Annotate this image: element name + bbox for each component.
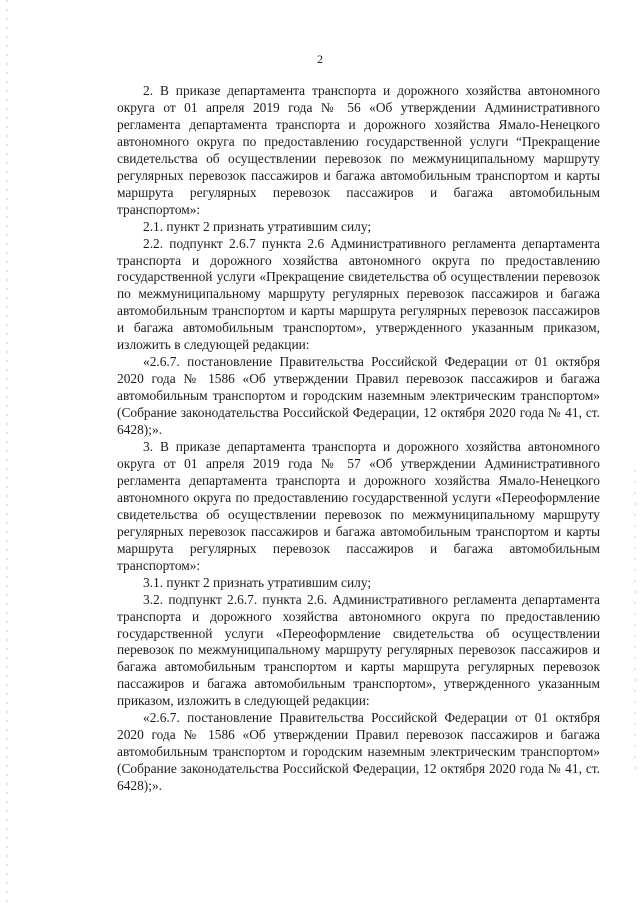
paragraph-2-order-56: 2. В приказе департамента транспорта и дорожного хозяйства автономного округа от 01 апреля 2019 года № 56 «Об утверждении Административного регламента департамента транспорта и дорожного хозяйства Ямало-Ненецкого автономного округа по предоставлению государственной услуги “Прекращение свидетельства об осуществлении перевозок по межмуниципальному маршруту регулярных перевозок пассажиров и багажа автомобильным транспортом и карты маршрута регулярных перевозок пассажиров и багажа автомобильным транспортом»: (117, 83, 600, 217)
scan-edge-marks-left (6, 0, 8, 905)
paragraph-2-2-quote: «2.6.7. постановление Правительства Российской Федерации от 01 октября 2020 года № 1586 «Об утверждении Правил перевозок пассажиров и багажа автомобильным транспортом и городским наземным электрическим транспортом» (Собрание законодательства Российской Федерации, 12 октября 2020 года № 41, ст. 6428);». (117, 354, 600, 438)
paragraph-3-2-quote: «2.6.7. постановление Правительства Российской Федерации от 01 октября 2020 года № 1586 «Об утверждении Правил перевозок пассажиров и багажа автомобильным транспортом и городским наземным электрическим транспортом» (Собрание законодательства Российской Федерации, 12 октября 2020 года № 41, ст. 6428);». (117, 710, 600, 794)
paragraph-3-1: 3.1. пункт 2 признать утратившим силу; (143, 574, 372, 590)
paragraph-2-1: 2.1. пункт 2 признать утратившим силу; (143, 218, 372, 234)
document-body (117, 83, 600, 795)
scan-edge-marks-right (634, 470, 636, 770)
page-number: 2 (317, 52, 323, 66)
paragraph-2-2: 2.2. подпункт 2.6.7 пункта 2.6 Административного регламента департамента транспорта и дорожного хозяйства автономного округа по предоставлению государственной услуги «Прекращение свидетельства об осуществлении перевозок по межмуниципальному маршруту регулярных перевозок пассажиров и багажа автомобильным транспортом и карты маршрута регулярных перевозок пассажиров и багажа автомобильным транспортом», утвержденного указанным приказом, изложить в следующей редакции: (117, 235, 600, 353)
paragraph-3-2: 3.2. подпункт 2.6.7. пункта 2.6. Административного регламента департамента транспорта и дорожного хозяйства автономного округа по предоставлению государственной услуги «Переоформление свидетельства об осуществлении перевозок по межмуниципальному маршруту регулярных перевозок пассажиров и багажа автомобильным транспортом и карты маршрута регулярных перевозок пассажиров и багажа автомобильным транспортом», утвержденного указанным приказом, изложить в следующей редакции: (117, 591, 600, 709)
paragraph-3-order-57: 3. В приказе департамента транспорта и дорожного хозяйства автономного округа от 01 апреля 2019 года № 57 «Об утверждении Административного регламента департамента транспорта и дорожного хозяйства Ямало-Ненецкого автономного округа по предоставлению государственной услуги «Переоформление свидетельства об осуществлении перевозок по межмуниципальному маршруту регулярных перевозок пассажиров и багажа автомобильным транспортом и карты маршрута регулярных перевозок пассажиров и багажа автомобильным транспортом»: (117, 439, 600, 573)
